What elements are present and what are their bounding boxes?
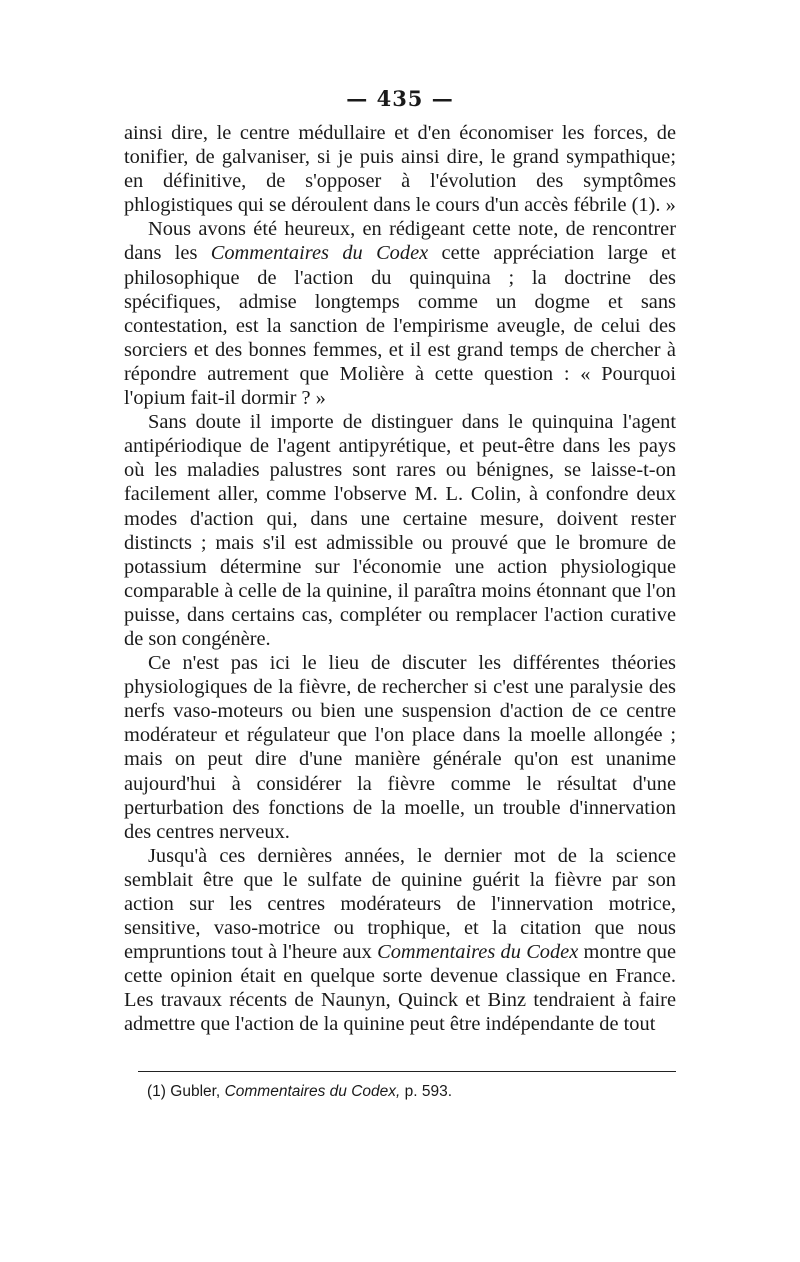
book-title: Commentaires du Codex xyxy=(377,941,579,964)
page-number: — 435 — xyxy=(346,86,454,111)
paragraph xyxy=(124,121,676,217)
paragraph xyxy=(124,410,676,651)
paragraph-text: Nous avons été heureux, en rédigeant cette note, de rencontrer dans les xyxy=(124,218,676,265)
paragraph-text: Sans doute il importe de distinguer dans le quinquina l'agent antipériodique de l'agent antipyrétique, et peut-être dans les pays où les maladies palustres sont rares ou bénignes, se laisse-t-on facilement aller, comme l'observe M. L. Colin, à confondre deux modes d'action qui, dans une certaine mesure, doivent rester distincts ; mais s'il est admissible ou prouvé que le bromure de potassium détermine sur l'économie une action physiologique comparable à celle de la quinine, il paraîtra moins étonnant que l'on puisse, dans certains cas, compléter ou remplacer l'action curative de son congénère. xyxy=(124,411,676,650)
paragraph-text: Ce n'est pas ici le lieu de discuter les différentes théories physiologiques de la fièvre, de rechercher si c'est une paralysie des nerfs vaso-moteurs ou bien une suspension d'action de ce centre modérateur et régulateur que l'on place dans la moelle allongée ; mais on peut dire d'une manière générale qu'on est unanime aujourd'hui à considérer la fièvre comme le résultat d'une perturbation des fonctions de la moelle, un trouble d'innervation des centres nerveux. xyxy=(124,652,676,843)
body-text xyxy=(124,121,676,1037)
paragraph xyxy=(124,217,676,410)
paragraph-text: ainsi dire, le centre médullaire et d'en économiser les forces, de tonifier, de galvaniser, si je puis ainsi dire, le grand sympathique; en définitive, de s'opposer à l'évolution des symptômes phlogistiques qui se déroulent dans le cours d'un accès fébrile (1). » xyxy=(124,122,676,217)
footnote xyxy=(147,1082,677,1102)
footnote-author: Gubler, xyxy=(170,1083,221,1100)
paragraph xyxy=(124,651,676,844)
footnote-marker: (1) xyxy=(147,1083,166,1100)
paragraph xyxy=(124,844,676,1037)
footnote-work: Commentaires du Codex, xyxy=(224,1083,401,1100)
book-title: Commentaires du Codex xyxy=(210,242,429,265)
paragraph-text: cette appréciation large et philosophique de l'action du quinquina ; la doctrine des spécifiques, admise longtemps comme un dogme et sans contestation, est la sanction de l'empirisme aveugle, de celui des sorciers et des bonnes femmes, et il est grand temps de chercher à répondre autrement que Molière à cette question : « Pourquoi l'opium fait-il dormir ? » xyxy=(124,242,676,410)
paragraph-text: Jusqu'à ces dernières années, le dernier mot de la science semblait être que le sulfate de quinine guérit la fièvre par son action sur les centres modérateurs de l'innervation motrice, sensitive, vaso-motrice ou trophique, et la citation que nous empruntions tout à l'heure aux xyxy=(124,844,676,964)
paragraph-text: montre que cette opinion était en quelque sorte devenue classique en France. Les travaux récents de Naunyn, Quinck et Binz tendraient à faire admettre que l'action de la quinine peut être indépendante de tout xyxy=(124,941,677,1036)
footnote-page: p. 593. xyxy=(404,1083,453,1100)
footnote-divider xyxy=(138,1071,676,1072)
